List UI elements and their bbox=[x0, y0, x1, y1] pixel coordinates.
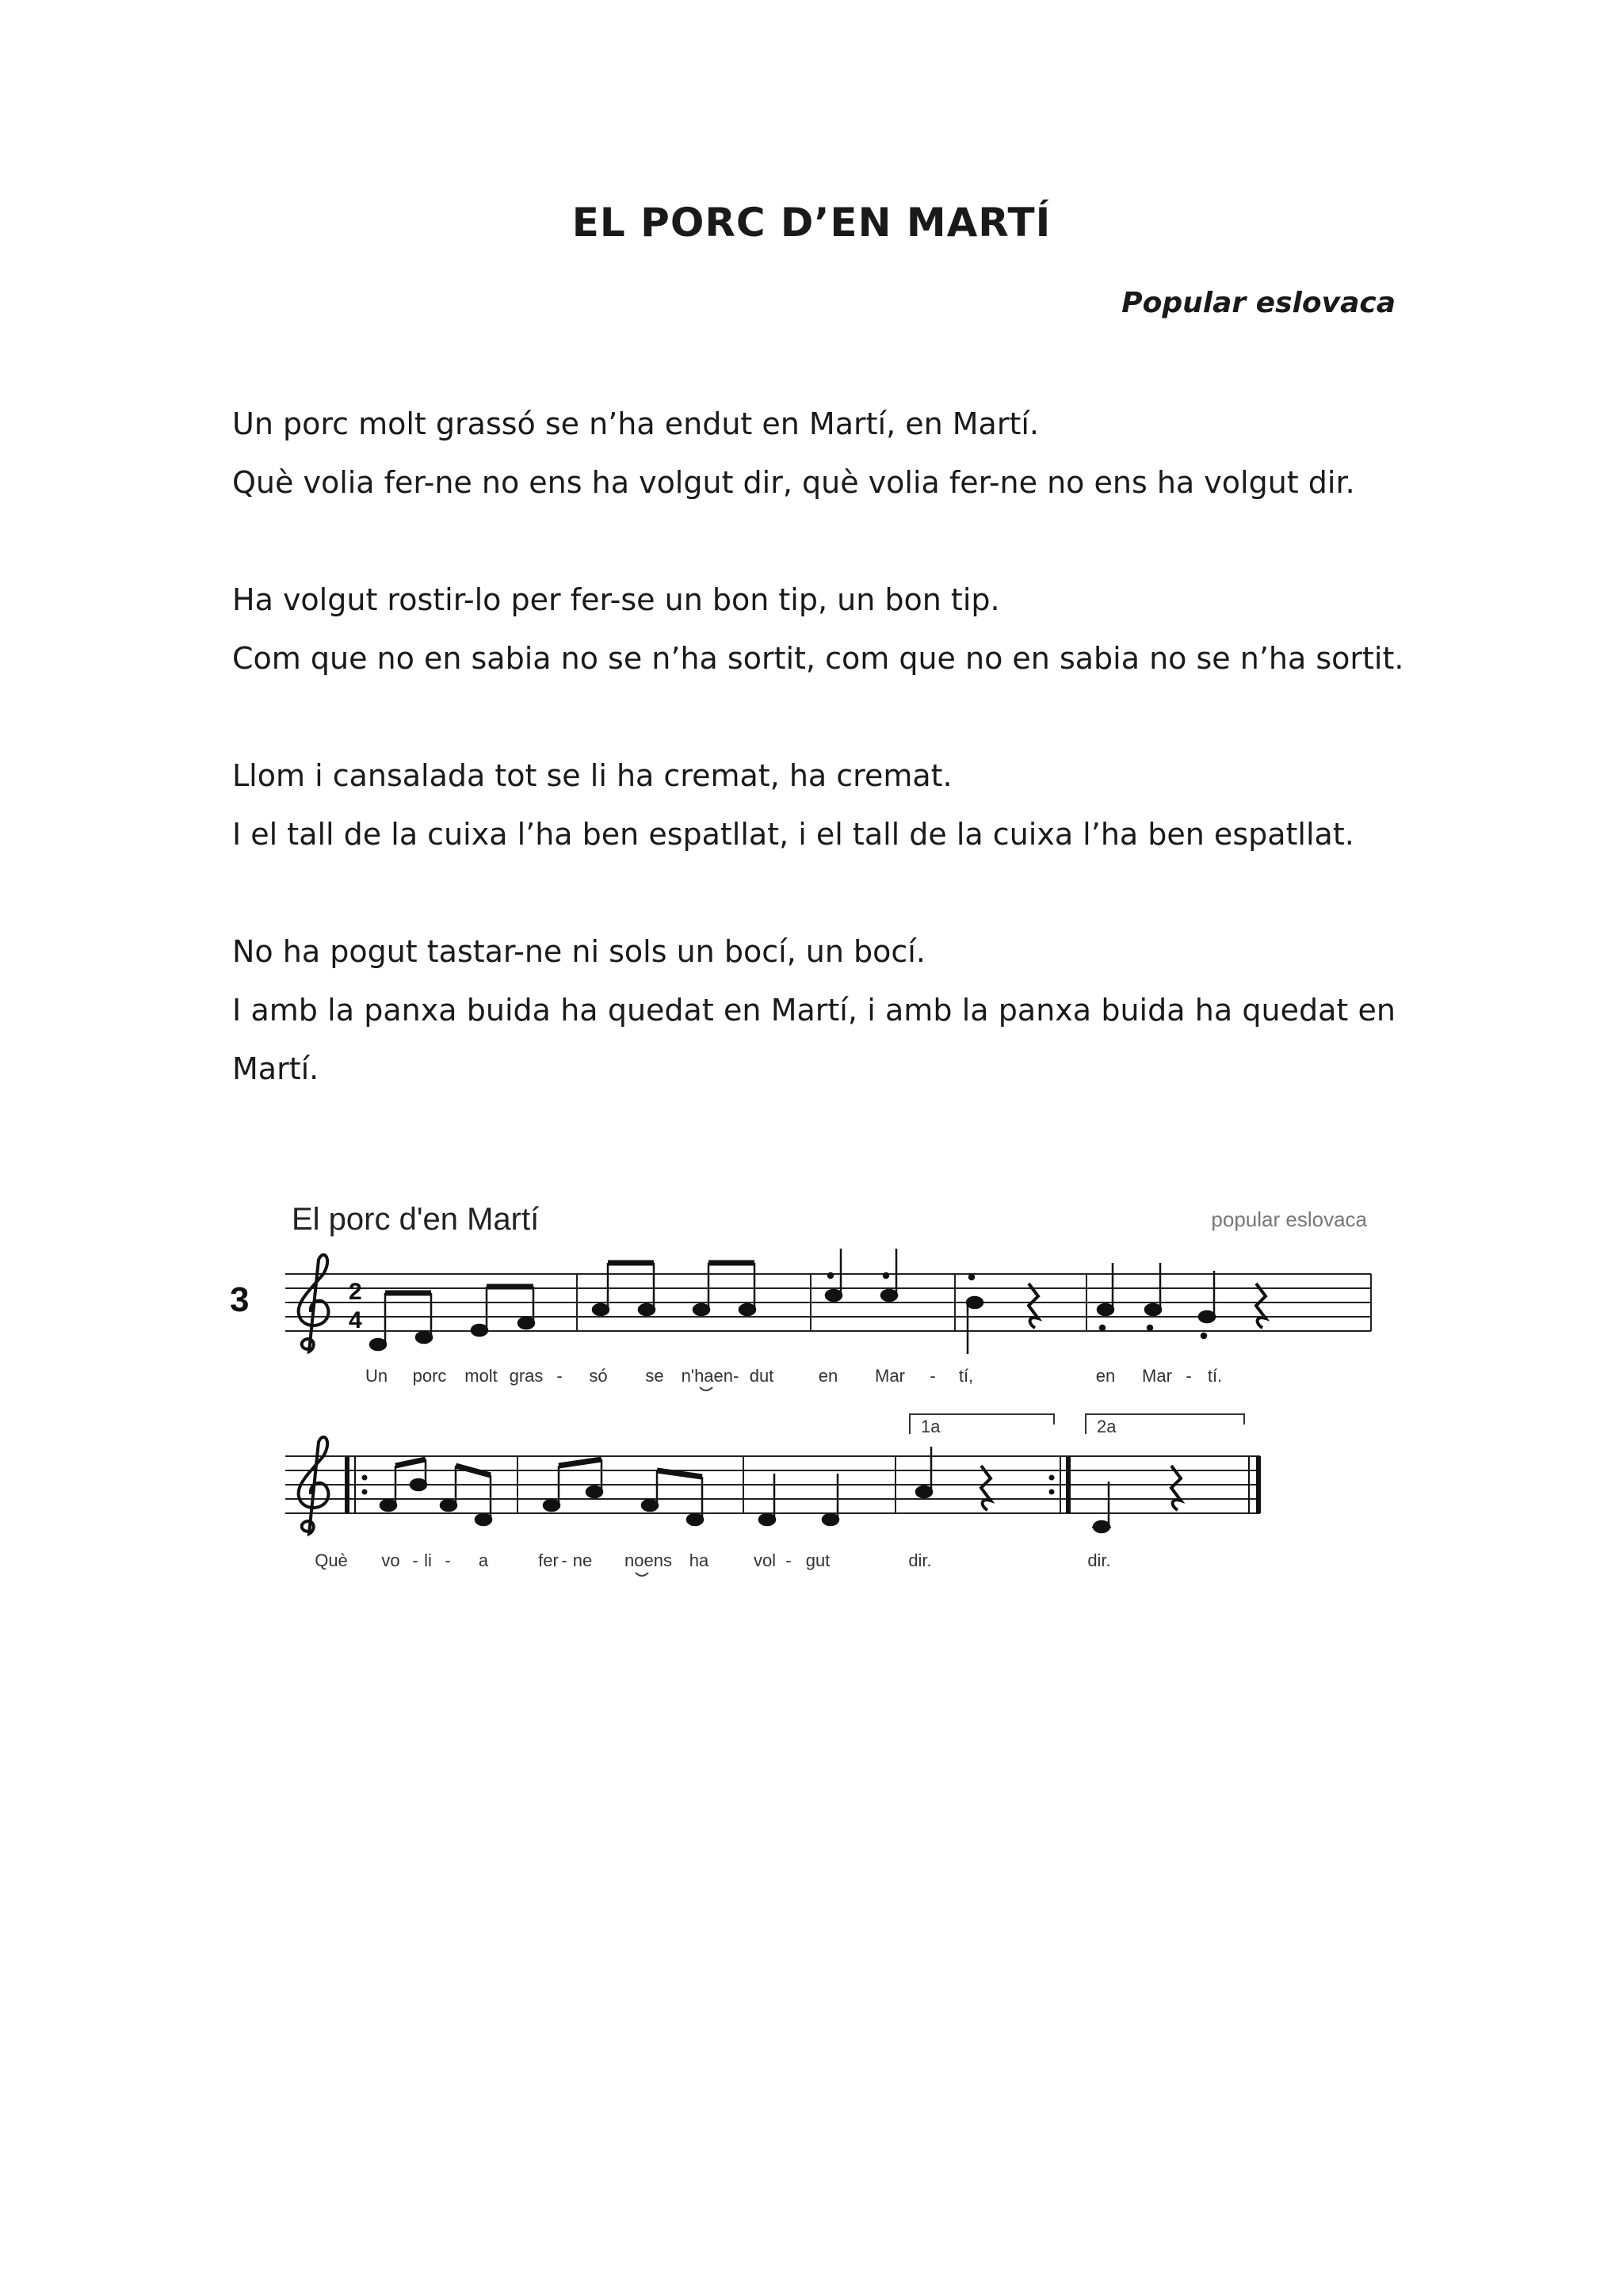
lyric-syllable: - bbox=[412, 1550, 418, 1570]
lyrics-text bbox=[232, 395, 1404, 1157]
music-score bbox=[222, 1173, 1395, 1600]
note-group bbox=[916, 1447, 932, 1497]
lyric-syllable: tí, bbox=[958, 1366, 974, 1386]
lyric-syllable: dut bbox=[749, 1366, 774, 1386]
lyric-syllable: - bbox=[1186, 1366, 1192, 1386]
score-attribution: popular eslovaca bbox=[1211, 1207, 1367, 1231]
lyric-syllable: Mar bbox=[875, 1366, 905, 1386]
score-title: El porc d'en Martí bbox=[292, 1202, 540, 1237]
lyric-syllable: en bbox=[818, 1366, 838, 1386]
stanza-line: I amb la panxa buida ha quedat en Martí, i amb la panxa buida ha quedat en Martí. bbox=[232, 993, 1396, 1086]
lyric-syllable: dir. bbox=[1087, 1550, 1111, 1570]
stanza-line: Llom i cansalada tot se li ha cremat, ha cremat. bbox=[232, 758, 953, 793]
lyric-syllable: tí. bbox=[1207, 1366, 1223, 1386]
score-number: 3 bbox=[230, 1280, 250, 1319]
score-lyrics-2 bbox=[315, 1550, 1110, 1570]
staff-2 bbox=[285, 1456, 1260, 1513]
lyric-syllable: dir. bbox=[908, 1550, 932, 1570]
elision-mark bbox=[700, 1387, 712, 1390]
document-title: EL PORC D’EN MARTÍ bbox=[571, 200, 1052, 246]
rest-icon bbox=[1029, 1283, 1038, 1328]
lyric-syllable: - bbox=[556, 1366, 563, 1386]
lyric-syllable: - bbox=[785, 1550, 792, 1570]
rest-icon bbox=[1171, 1466, 1181, 1510]
stanza-4 bbox=[232, 922, 1396, 1098]
stanza-2 bbox=[232, 570, 1404, 688]
lyric-syllable: vol bbox=[753, 1550, 777, 1570]
lyric-syllable: - bbox=[445, 1550, 451, 1570]
lyric-syllable: Mar bbox=[1142, 1366, 1172, 1386]
lyric-syllable: molt bbox=[464, 1366, 498, 1386]
stanza-line: Un porc molt grassó se n’ha endut en Martí, en Martí. bbox=[232, 406, 1040, 441]
stanza-line: Ha volgut rostir-lo per fer-se un bon tip, un bon tip. bbox=[232, 582, 1000, 617]
rest-icon bbox=[981, 1466, 991, 1510]
lyric-syllable: Un bbox=[365, 1366, 388, 1386]
lyric-syllable: gut bbox=[805, 1550, 831, 1570]
lyric-syllable: porc bbox=[412, 1366, 447, 1386]
stanza-line: Com que no en sabia no se n’ha sortit, com que no en sabia no se n’ha sortit. bbox=[232, 641, 1404, 676]
lyric-syllable: en bbox=[1095, 1366, 1116, 1386]
svg-text:2a: 2a bbox=[1097, 1417, 1117, 1436]
lyric-syllable: li bbox=[424, 1550, 432, 1570]
lyric-syllable: a bbox=[478, 1550, 489, 1570]
lyric-syllable: ne bbox=[572, 1550, 593, 1570]
stanza-line: I el tall de la cuixa l’ha ben espatllat, i el tall de la cuixa l’ha ben espatllat. bbox=[232, 817, 1354, 852]
stanza-1 bbox=[232, 395, 1396, 512]
lyric-syllable: gras bbox=[509, 1366, 544, 1386]
volta-1 bbox=[910, 1414, 1054, 1436]
note-group bbox=[380, 1459, 491, 1525]
elision-mark bbox=[636, 1573, 648, 1576]
time-signature-bottom: 4 bbox=[349, 1307, 362, 1333]
score-lyrics-1 bbox=[365, 1366, 1222, 1386]
stanza-line: Què volia fer-ne no ens ha volgut dir, què volia fer-ne no ens ha volgut dir. bbox=[232, 465, 1355, 500]
time-signature-top: 2 bbox=[349, 1279, 362, 1305]
lyric-syllable: fer bbox=[538, 1550, 559, 1570]
note-group bbox=[370, 1287, 534, 1350]
lyric-syllable: n'haen- bbox=[681, 1366, 739, 1386]
lyric-syllable: ha bbox=[689, 1550, 709, 1570]
lyric-syllable: se bbox=[645, 1366, 664, 1386]
rest-icon bbox=[1256, 1283, 1266, 1328]
lyric-syllable: noens bbox=[624, 1550, 672, 1570]
volta-2 bbox=[1086, 1414, 1244, 1436]
lyric-syllable: - bbox=[561, 1550, 567, 1570]
lyric-syllable: só bbox=[589, 1366, 608, 1386]
document-attribution: Popular eslovaca bbox=[1121, 287, 1396, 319]
note-group bbox=[1092, 1482, 1111, 1532]
lyric-syllable: Què bbox=[315, 1550, 348, 1570]
note-group bbox=[967, 1275, 983, 1354]
lyric-syllable: vo bbox=[381, 1550, 400, 1570]
stanza-3 bbox=[232, 746, 1396, 864]
stanza-line: No ha pogut tastar-ne ni sols un bocí, un bocí. bbox=[232, 934, 926, 969]
note-group bbox=[544, 1459, 703, 1525]
svg-text:1a: 1a bbox=[921, 1417, 941, 1436]
lyric-syllable: - bbox=[930, 1366, 936, 1386]
